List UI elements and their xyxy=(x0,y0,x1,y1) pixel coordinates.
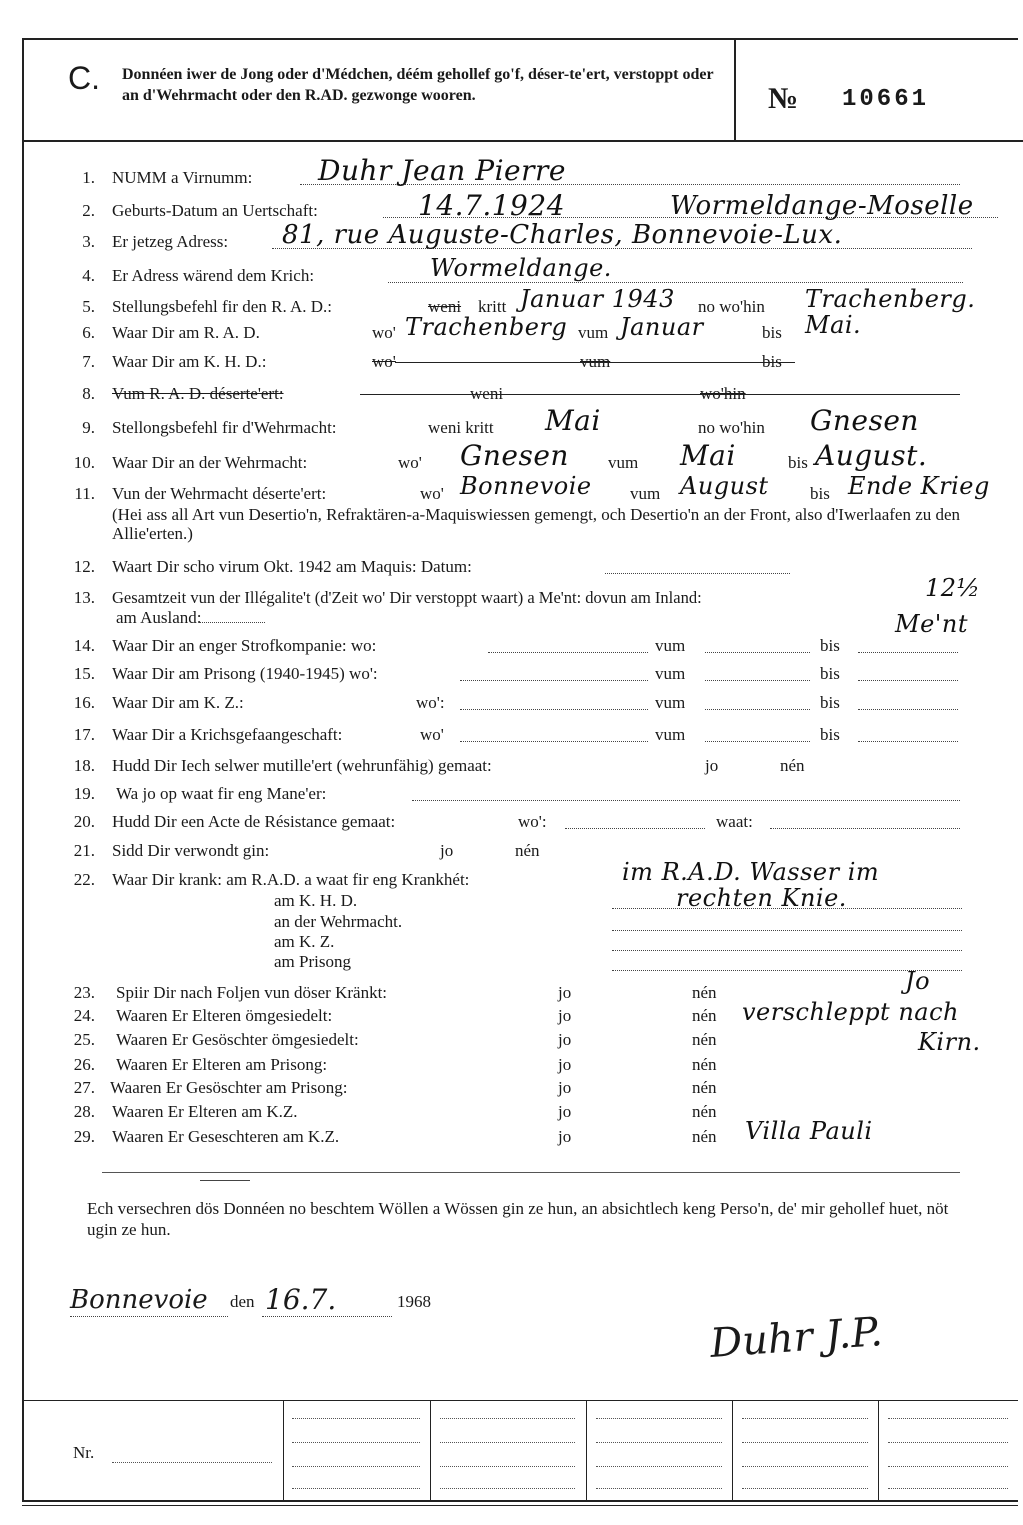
bis-label: bis xyxy=(820,636,840,655)
wehrmacht-from: Mai xyxy=(680,439,736,472)
item-15 xyxy=(0,664,1023,690)
item-27 xyxy=(0,1078,1023,1104)
item-20 xyxy=(0,812,1023,838)
consequences-value: Jo xyxy=(905,967,931,995)
nen-option: nén xyxy=(692,1127,717,1146)
short-rule xyxy=(200,1180,250,1181)
jo-option: jo xyxy=(558,1078,572,1097)
item-label: Waar Dir an der Wehrmacht: xyxy=(112,453,308,472)
nen-option: nén xyxy=(692,1078,717,1097)
footer-line xyxy=(292,1488,420,1489)
jo-option: jo xyxy=(440,841,454,860)
item-label: NUMM a Virnumm: xyxy=(112,168,253,187)
item-label: Waaren Er Elteren am K.Z. xyxy=(112,1102,298,1121)
answer-line xyxy=(612,934,962,951)
wo-label: wo' xyxy=(420,484,444,503)
answer-line xyxy=(412,784,960,801)
item-number: 27. xyxy=(73,1078,95,1097)
vum-label: vum xyxy=(655,725,686,744)
item-label: Waart Dir scho virum Okt. 1942 am Maquis: Datum: xyxy=(112,557,472,576)
frame-bottom-rule xyxy=(22,1505,1018,1506)
item-number: 12. xyxy=(73,557,95,576)
birth-date-value: 14.7.1924 xyxy=(418,189,566,222)
vum-label: vum xyxy=(580,352,611,371)
birth-place-value: Wormeldange-Moselle xyxy=(670,191,974,221)
form-title: Donnéen iwer de Jong oder d'Médchen, déém gehollef go'f, déser-te'ert, verstoppt oder an d'Wehrmacht oder den R.AD. gezwonge wooren. xyxy=(122,66,714,104)
wohin-label: no wo'hin xyxy=(698,297,765,316)
rad-order-date: Januar 1943 xyxy=(520,285,675,313)
footer-line xyxy=(440,1466,575,1467)
footer-line xyxy=(742,1466,868,1467)
bis-label: bis xyxy=(820,664,840,683)
jo-option: jo xyxy=(558,1030,572,1049)
item-label: Waar Dir an enger Strofkompanie: wo: xyxy=(112,636,377,655)
item-number: 28. xyxy=(73,1102,95,1121)
jo-option: jo xyxy=(705,756,719,775)
answer-line xyxy=(200,606,265,623)
bis-label: bis xyxy=(788,453,808,472)
weni-kritt-label: weni kritt xyxy=(428,418,494,437)
item-label: Vun der Wehrmacht déserte'ert: xyxy=(112,484,327,503)
item-label: Waaren Er Gesöschter ömgesiedelt: xyxy=(116,1030,359,1049)
wehrmacht-destination: Gnesen xyxy=(810,404,919,437)
address-value: 81, rue Auguste-Charles, Bonnevoie-Lux. xyxy=(282,220,843,250)
item-25 xyxy=(0,1030,1023,1056)
number-sign: № xyxy=(768,82,799,115)
item-number: 25. xyxy=(73,1030,95,1049)
answer-line xyxy=(705,725,810,742)
answer-line xyxy=(460,725,648,742)
nen-option: nén xyxy=(692,1055,717,1074)
item-number: 19. xyxy=(73,784,95,803)
footer-line xyxy=(440,1442,575,1443)
kritt-label: kritt xyxy=(478,297,507,316)
jo-option: jo xyxy=(558,1127,572,1146)
answer-line xyxy=(460,664,648,681)
item-17 xyxy=(0,725,1023,751)
answer-line xyxy=(460,693,648,710)
footer-line xyxy=(292,1418,420,1419)
item-label: Wa jo op waat fir eng Mane'er: xyxy=(116,784,327,803)
item-label: Er Adress wärend dem Krich: xyxy=(112,266,315,285)
section-separator xyxy=(102,1172,960,1173)
footer-line xyxy=(888,1488,1008,1489)
item-number: 8. xyxy=(82,384,95,403)
item-number: 29. xyxy=(73,1127,95,1146)
item-number: 16. xyxy=(73,693,95,712)
item-11-note: (Hei ass all Art vun Desertio'n, Refraktären-a-Maquiswiessen gemengt, och Desertio'n an der Front, also d'Iwerlaafen zu den Allie'erten.) xyxy=(112,505,961,543)
name-value: Duhr Jean Pierre xyxy=(318,154,566,187)
siblings-kz-value: Villa Pauli xyxy=(745,1117,873,1145)
form-letter: C. xyxy=(68,60,100,96)
footer-column-divider xyxy=(586,1400,587,1502)
item-label: Waar Dir am K. H. D.: xyxy=(112,352,267,371)
item-number: 14. xyxy=(73,636,95,655)
sub-wehrmacht: an der Wehrmacht. xyxy=(274,912,403,931)
item-label: Spiir Dir nach Foljen vun döser Kränkt: xyxy=(116,983,388,1002)
den-label: den xyxy=(230,1292,255,1311)
footer-line xyxy=(742,1442,868,1443)
footer-line xyxy=(440,1418,575,1419)
item-number: 5. xyxy=(82,297,95,316)
item-label: Waaren Er Geseschteren am K.Z. xyxy=(112,1127,340,1146)
bis-label: bis xyxy=(820,693,840,712)
nr-label: Nr. xyxy=(73,1443,95,1462)
answer-line xyxy=(858,664,958,681)
war-address-value: Wormeldange. xyxy=(430,254,612,282)
item-number: 21. xyxy=(73,841,95,860)
item-number: 7. xyxy=(82,352,95,371)
item-number: 26. xyxy=(73,1055,95,1074)
footer-column-divider xyxy=(732,1400,733,1502)
nen-option: nén xyxy=(780,756,805,775)
item-label: Waaren Er Elteren ömgesiedelt: xyxy=(116,1006,333,1025)
item-number: 4. xyxy=(82,266,95,285)
nen-option: nén xyxy=(515,841,540,860)
bis-label: bis xyxy=(810,484,830,503)
ausland-label: am Ausland: xyxy=(116,608,202,627)
footer-line xyxy=(742,1488,868,1489)
item-19 xyxy=(0,784,1023,810)
item-number: 6. xyxy=(82,323,95,342)
item-12 xyxy=(0,557,1023,583)
item-number: 15. xyxy=(73,664,95,683)
parents-resettled-value: verschleppt nach xyxy=(742,998,959,1026)
item-label: Hudd Dir een Acte de Résistance gemaat: xyxy=(112,812,396,831)
item-label: Waaren Er Elteren am Prisong: xyxy=(116,1055,328,1074)
weni-label: weni xyxy=(470,384,504,403)
item-number: 3. xyxy=(82,232,95,251)
answer-line xyxy=(858,693,958,710)
item-label: Waar Dir am Prisong (1940-1945) wo': xyxy=(112,664,378,683)
item-label: Geburts-Datum an Uertschaft: xyxy=(112,201,318,220)
footer-line xyxy=(596,1488,722,1489)
item-label: Waar Dir am R. A. D. xyxy=(112,323,260,342)
desertion-place: Bonnevoie xyxy=(460,472,592,500)
answer-line xyxy=(262,1300,392,1317)
signature: Duhr J.P. xyxy=(708,1309,885,1367)
wo-label: wo': xyxy=(518,812,547,831)
rad-from: Januar xyxy=(620,313,704,341)
wohin-label: no wo'hin xyxy=(698,418,765,437)
item-14 xyxy=(0,636,1023,662)
signing-year: 1968 xyxy=(397,1292,431,1311)
answer-line xyxy=(858,725,958,742)
bis-label: bis xyxy=(762,323,782,342)
rad-place: Trachenberg xyxy=(405,313,568,341)
form-number: 10661 xyxy=(842,86,930,113)
item-6 xyxy=(0,311,1023,349)
signing-day: 16.7. xyxy=(265,1283,337,1316)
waat-label: waat: xyxy=(716,812,753,831)
illness-value-2: rechten Knie. xyxy=(676,884,847,912)
wo-label: wo' xyxy=(372,323,396,342)
jo-option: jo xyxy=(558,1055,572,1074)
wehrmacht-place: Gnesen xyxy=(460,439,569,472)
footer-line xyxy=(440,1488,575,1489)
footer-line xyxy=(292,1442,420,1443)
item-29 xyxy=(0,1117,1023,1153)
bis-label: bis xyxy=(762,352,782,371)
item-24 xyxy=(0,998,1023,1032)
answer-line xyxy=(770,812,960,829)
item-label: Gesamtzeit vun der Illégalite't (d'Zeit wo' Dir verstoppt waart) a Me'nt: dovun am Inland: xyxy=(112,588,702,607)
wehrmacht-to: August. xyxy=(815,439,928,472)
jo-option: jo xyxy=(558,1006,572,1025)
rad-to: Mai. xyxy=(805,311,862,339)
item-number: 9. xyxy=(82,418,95,437)
wo-label: wo': xyxy=(416,693,445,712)
siblings-resettled-value: Kirn. xyxy=(918,1028,981,1056)
illness-value: im R.A.D. Wasser im xyxy=(622,858,880,886)
vum-label: vum xyxy=(608,453,639,472)
answer-line xyxy=(858,636,958,653)
answer-line xyxy=(705,693,810,710)
wo-label: wo' xyxy=(420,725,444,744)
item-label: Waar Dir am K. Z.: xyxy=(112,693,244,712)
footer-column-divider xyxy=(283,1400,284,1502)
vum-label: vum xyxy=(578,323,609,342)
footer-top-rule xyxy=(22,1400,1018,1401)
nen-option: nén xyxy=(692,983,717,1002)
answer-line xyxy=(612,914,962,931)
jo-option: jo xyxy=(558,1102,572,1121)
nen-option: nén xyxy=(692,1102,717,1121)
footer-line xyxy=(596,1466,722,1467)
vum-label: vum xyxy=(655,636,686,655)
item-label: Stellongsbefehl fir d'Wehrmacht: xyxy=(112,418,337,437)
struck-line xyxy=(395,352,795,363)
bis-label: bis xyxy=(820,725,840,744)
item-number: 1. xyxy=(82,168,95,187)
header-divider xyxy=(734,40,736,140)
weni-label: weni xyxy=(428,297,462,316)
item-number: 13. xyxy=(73,588,95,607)
answer-line xyxy=(705,636,810,653)
jo-option: jo xyxy=(558,983,572,1002)
item-label: Waar Dir krank: am R.A.D. a waat fir eng Krankhét: xyxy=(112,870,470,889)
item-number: 2. xyxy=(82,201,95,220)
item-number: 20. xyxy=(73,812,95,831)
inland-months: 12½ xyxy=(925,574,981,602)
wo-label: wo' xyxy=(398,453,422,472)
declaration-text: Ech versechren dös Donnéen no beschtem Wöllen a Wössen gin ze hun, an absichtlech keng Perso'n, de' mir gehollef huet, nöt ugin ze hun. xyxy=(87,1199,949,1239)
rad-destination: Trachenberg. xyxy=(805,285,976,313)
sub-kz: am K. Z. xyxy=(274,932,335,951)
vum-label: vum xyxy=(630,484,661,503)
wohin-label: wo'hin xyxy=(700,384,746,403)
item-label: Hudd Dir Iech selwer mutille'ert (wehrunfähig) gemaat: xyxy=(112,756,492,775)
nen-option: nén xyxy=(692,1006,717,1025)
nen-option: nén xyxy=(692,1030,717,1049)
item-label: Waar Dir a Krichsgefaangeschaft: xyxy=(112,725,343,744)
footer-line xyxy=(888,1466,1008,1467)
answer-line xyxy=(612,892,962,909)
answer-line xyxy=(565,812,705,829)
sub-prisong: am Prisong xyxy=(274,952,351,971)
item-18 xyxy=(0,756,1023,782)
wehrmacht-order-date: Mai xyxy=(545,404,601,437)
item-16 xyxy=(0,693,1023,719)
answer-line xyxy=(705,664,810,681)
vum-label: vum xyxy=(655,693,686,712)
item-number: 18. xyxy=(73,756,95,775)
footer-line xyxy=(888,1442,1008,1443)
item-number: 10. xyxy=(73,453,95,472)
header-rule xyxy=(22,140,1023,142)
inland-unit: Me'nt xyxy=(895,610,968,638)
answer-line xyxy=(605,557,790,574)
struck-line xyxy=(360,384,960,395)
item-number: 23. xyxy=(73,983,95,1002)
footer-line xyxy=(112,1462,272,1463)
footer-line xyxy=(888,1418,1008,1419)
desertion-from: August xyxy=(680,472,769,500)
footer-line xyxy=(596,1418,722,1419)
wo-label: wo' xyxy=(372,352,396,371)
signing-place: Bonnevoie xyxy=(70,1285,208,1315)
footer-column-divider xyxy=(878,1400,879,1502)
answer-line xyxy=(70,1300,228,1317)
footer-line xyxy=(292,1466,420,1467)
item-number: 22. xyxy=(73,870,95,889)
sub-khd: am K. H. D. xyxy=(274,891,358,910)
footer-line xyxy=(742,1418,868,1419)
desertion-to: Ende Krieg xyxy=(848,472,990,500)
vum-label: vum xyxy=(655,664,686,683)
answer-line xyxy=(488,636,648,653)
item-label: Vum R. A. D. déserte'ert: xyxy=(112,384,284,403)
item-label: Stellungsbefehl fir den R. A. D.: xyxy=(112,297,333,316)
footer-column-divider xyxy=(430,1400,431,1502)
item-label: Waaren Er Gesöschter am Prisong: xyxy=(110,1078,348,1097)
item-number: 17. xyxy=(73,725,95,744)
item-label: Sidd Dir verwondt gin: xyxy=(112,841,270,860)
item-number: 24. xyxy=(73,1006,95,1025)
footer-line xyxy=(596,1442,722,1443)
item-number: 11. xyxy=(74,484,95,503)
item-label: Er jetzeg Adress: xyxy=(112,232,229,251)
item-7 xyxy=(0,352,1023,378)
